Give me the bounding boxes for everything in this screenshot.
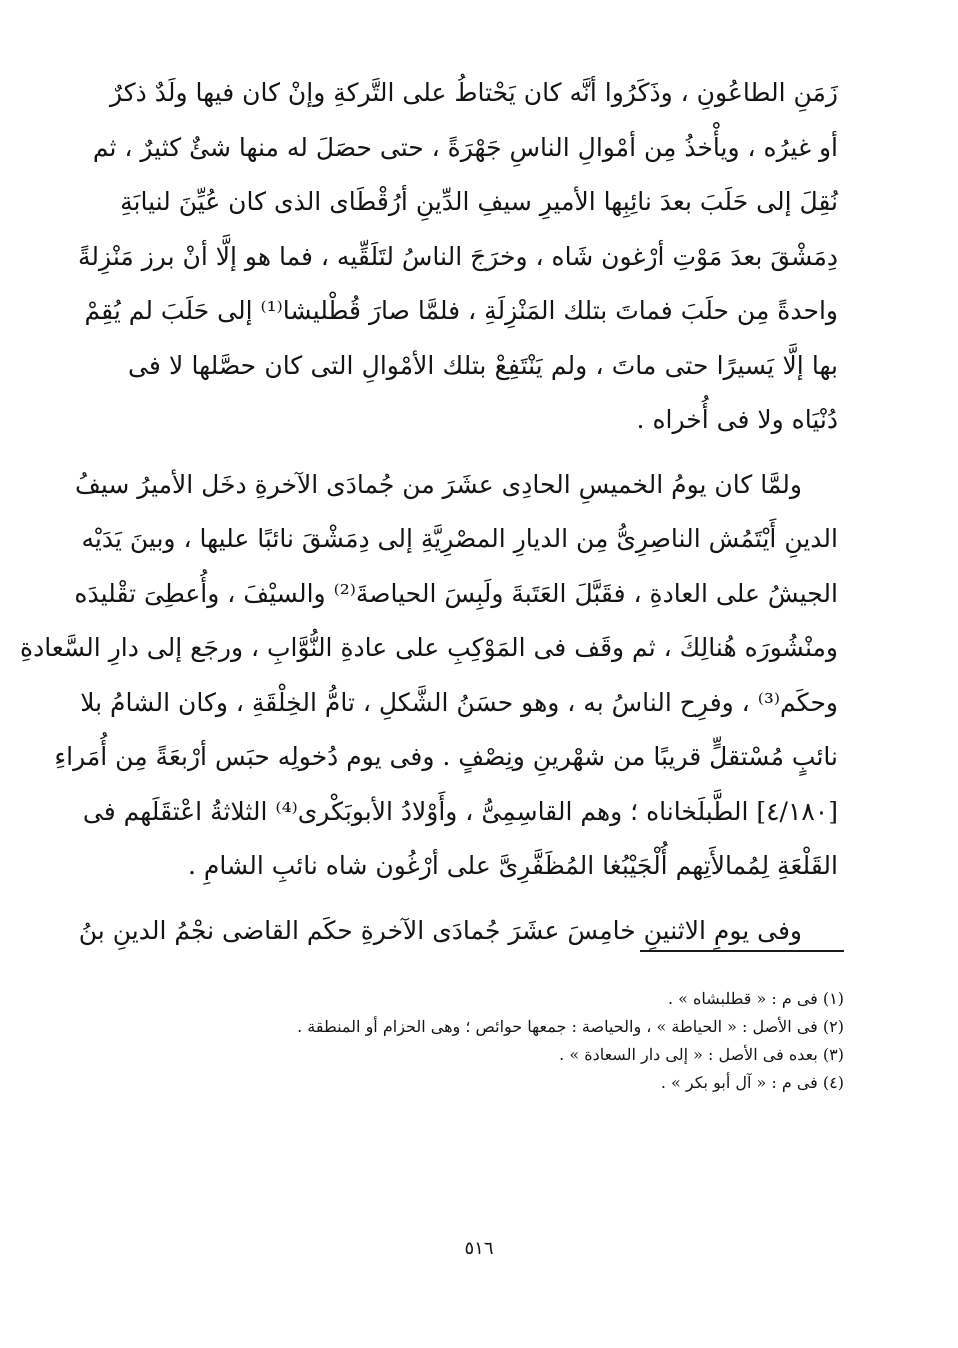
footnote-separator [640,950,844,952]
paragraph-gap [128,448,838,458]
text-line: ولمَّا كان يومُ الخميسِ الحادِى عشَرَ من جُمادَى الآخرةِ دخَل الأميرُ سيفُ [74,469,802,499]
paragraph-1 [78,66,838,448]
footnote-4: (٤) فى م : « آل أبو بكر » . [660,1073,844,1092]
text-line: واحدةً مِن حلَبَ فماتَ بتلك المَنْزِلَةِ ، فلمَّا صارَ قُطْليشا⁽¹⁾ إلى حَلَبَ لم يُقِمْ [84,296,838,325]
text-line: بها إلَّا يَسيرًا حتى ماتَ ، ولم يَنْتَفِعْ بتلك الأمْوالِ التى كان حصَّلها لا فى [128,350,838,380]
text-line: القَلْعَةِ لِمُمالأَتِهم أُلْجَيْبُغا المُظَفَّرِىَّ على أرْغُون شاه نائبِ الشامِ . [187,851,838,880]
paragraph-gap [128,894,838,904]
footnote-1: (١) فى م : « قطلبشاه » . [667,989,844,1008]
footnotes [200,985,844,1097]
text-line: ومنْشُورَه هُنالِكَ ، ثم وقَف فى المَوْكِبِ على عادةِ النُّوَّابِ ، ورجَع إلى دارِ السَّعادةِ [19,633,838,662]
text-line: دِمَشْقَ بعدَ مَوْتِ أرْغون شَاه ، وخرَجَ الناسُ لتَلَقِّيه ، فما هو إلَّا أنْ برز مَنْزِلةً [78,241,838,271]
text-line: نائبٍ مُسْتقلٍّ قريبًا من شهْرينِ ونِصْفٍ . وفى يوم دُخولِه حبَس أرْبعَةً مِن أُمَراءِ [54,742,838,771]
main-text [19,66,838,958]
text-line: [٤/١٨٠] الطَّبلَخاناه ؛ وهم القاسِمِىُّ ، وأَوْلادُ الأبوبَكْرى⁽⁴⁾ الثلاثةُ اعْتقَلَهم فى [82,796,838,826]
text-line: نُقِلَ إلى حَلَبَ بعدَ نائِبِها الأميرِ سيفِ الدِّينِ أرُقْطَاى الذى كان عُيِّنَ لنيابَةِ [120,187,838,216]
text-line: دُنْيَاه ولا فى أُخراه . [636,405,838,434]
footnote-3: (٣) بعده فى الأصل : « إلى دار السعادة » . [559,1045,844,1064]
text-line: الدينِ أَيْتَمُش الناصِرِىُّ مِن الديارِ المصْرِيَّةِ إلى دِمَشْقَ نائبًا عليها ، وبينَ يَدَيْه [81,524,838,553]
paragraph-2 [19,458,838,894]
text-line: زَمَنِ الطاعُونِ ، وذَكَرُوا أنَّه كان يَحْتاطُ على التَّركةِ وإنْ كان فيها ولَدٌ ذكرٌ [109,78,838,107]
text-line: وحكَم⁽³⁾ ، وفرِح الناسُ به ، وهو حسَنُ الشَّكلِ ، تامُّ الخِلْقَةِ ، وكان الشامُ بلا [80,687,838,717]
text-line: وفى يومِ الاثنينِ خامِسَ عشَرَ جُمادَى الآخرةِ حكَم القاضى نجْمُ الدينِ بنُ [78,915,802,945]
text-line: أو غيرُه ، ويأْخذُ مِن أمْوالِ الناسِ جَهْرَةً ، حتى حصَلَ له منها شئٌ كثيرٌ ، ثم [92,132,838,162]
page-number: ٥١٦ [464,1238,494,1259]
footnote-2: (٢) فى الأصل : « الحياطة » ، والحياصة : جمعها حوائص ؛ وهى الحزام أو المنطقة . [297,1017,844,1036]
text-line: الجيشُ على العادةِ ، فقَبَّلَ العَتَبةَ ولَبِسَ الحياصةَ⁽²⁾ والسيْفَ ، وأُعطِىَ تقْليدَه [74,578,838,608]
